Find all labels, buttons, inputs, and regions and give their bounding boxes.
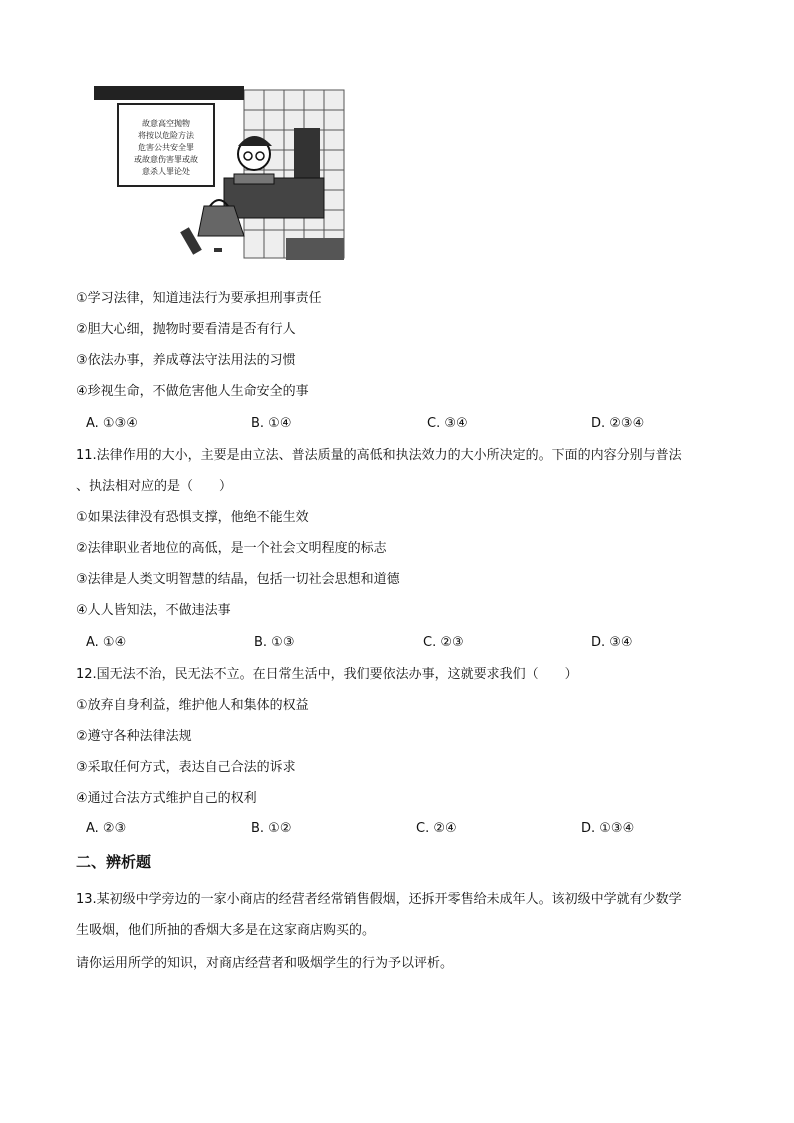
q10-item-1: ①学习法律，知道违法行为要承担刑事责任: [76, 291, 322, 306]
q12-item-3: ③采取任何方式，表达自己合法的诉求: [76, 760, 296, 775]
q10-option-a[interactable]: A. ①③④: [86, 416, 138, 431]
q12-option-c[interactable]: C. ②④: [416, 821, 457, 836]
svg-text:故意高空抛物: 故意高空抛物: [142, 119, 190, 128]
q12-option-d[interactable]: D. ①③④: [581, 821, 635, 836]
q11-stem-line2: 、执法相对应的是（ ）: [76, 479, 233, 494]
q11-item-1: ①如果法律没有恐惧支撑，他绝不能生效: [76, 510, 309, 525]
q12-item-2: ②遵守各种法律法规: [76, 729, 192, 744]
q12-option-a[interactable]: A. ②③: [86, 821, 127, 836]
q12-item-1: ①放弃自身利益，维护他人和集体的权益: [76, 698, 309, 713]
q10-option-c[interactable]: C. ③④: [427, 416, 468, 431]
cartoon-sign-text: [134, 118, 198, 176]
cartoon-illustration: [94, 86, 348, 262]
q12-stem: 12.国无法不治，民无法不立。在日常生活中，我们要依法办事，这就要求我们（ ）: [76, 667, 578, 682]
q11-option-a[interactable]: A. ①④: [86, 635, 127, 650]
q11-option-c[interactable]: C. ②③: [423, 635, 464, 650]
q11-item-3: ③法律是人类文明智慧的结晶，包括一切社会思想和道德: [76, 572, 400, 587]
svg-text:危害公共安全罪: 危害公共安全罪: [138, 143, 194, 152]
q11-stem-line1: 11.法律作用的大小，主要是由立法、普法质量的高低和执法效力的大小所决定的。下面的内容分别与普法: [76, 448, 682, 463]
q11-option-d[interactable]: D. ③④: [591, 635, 633, 650]
section-title: 二、辨析题: [76, 853, 152, 871]
q10-item-2: ②胆大心细，抛物时要看清是否有行人: [76, 322, 296, 337]
q13-line2: 生吸烟，他们所抽的香烟大多是在这家商店购买的。: [76, 923, 376, 938]
q12-option-b[interactable]: B. ①②: [251, 821, 292, 836]
q13-line3: 请你运用所学的知识，对商店经营者和吸烟学生的行为予以评析。: [76, 956, 454, 971]
q11-option-b[interactable]: B. ①③: [254, 635, 295, 650]
q10-option-b[interactable]: B. ①④: [251, 416, 292, 431]
svg-text:将按以危险方法: 将按以危险方法: [138, 131, 194, 140]
q11-item-2: ②法律职业者地位的高低，是一个社会文明程度的标志: [76, 541, 387, 556]
q11-item-4: ④人人皆知法，不做违法事: [76, 603, 231, 618]
q10-option-d[interactable]: D. ②③④: [591, 416, 645, 431]
q10-item-4: ④珍视生命，不做危害他人生命安全的事: [76, 384, 309, 399]
svg-text:意杀人罪论处: 意杀人罪论处: [142, 167, 190, 176]
q13-line1: 13.某初级中学旁边的一家小商店的经营者经常销售假烟，还拆开零售给未成年人。该初级中学就有少数学: [76, 892, 682, 907]
q12-item-4: ④通过合法方式维护自己的权利: [76, 791, 257, 806]
q10-item-3: ③依法办事，养成尊法守法用法的习惯: [76, 353, 296, 368]
svg-text:或故意伤害罪或故: 或故意伤害罪或故: [134, 155, 198, 164]
